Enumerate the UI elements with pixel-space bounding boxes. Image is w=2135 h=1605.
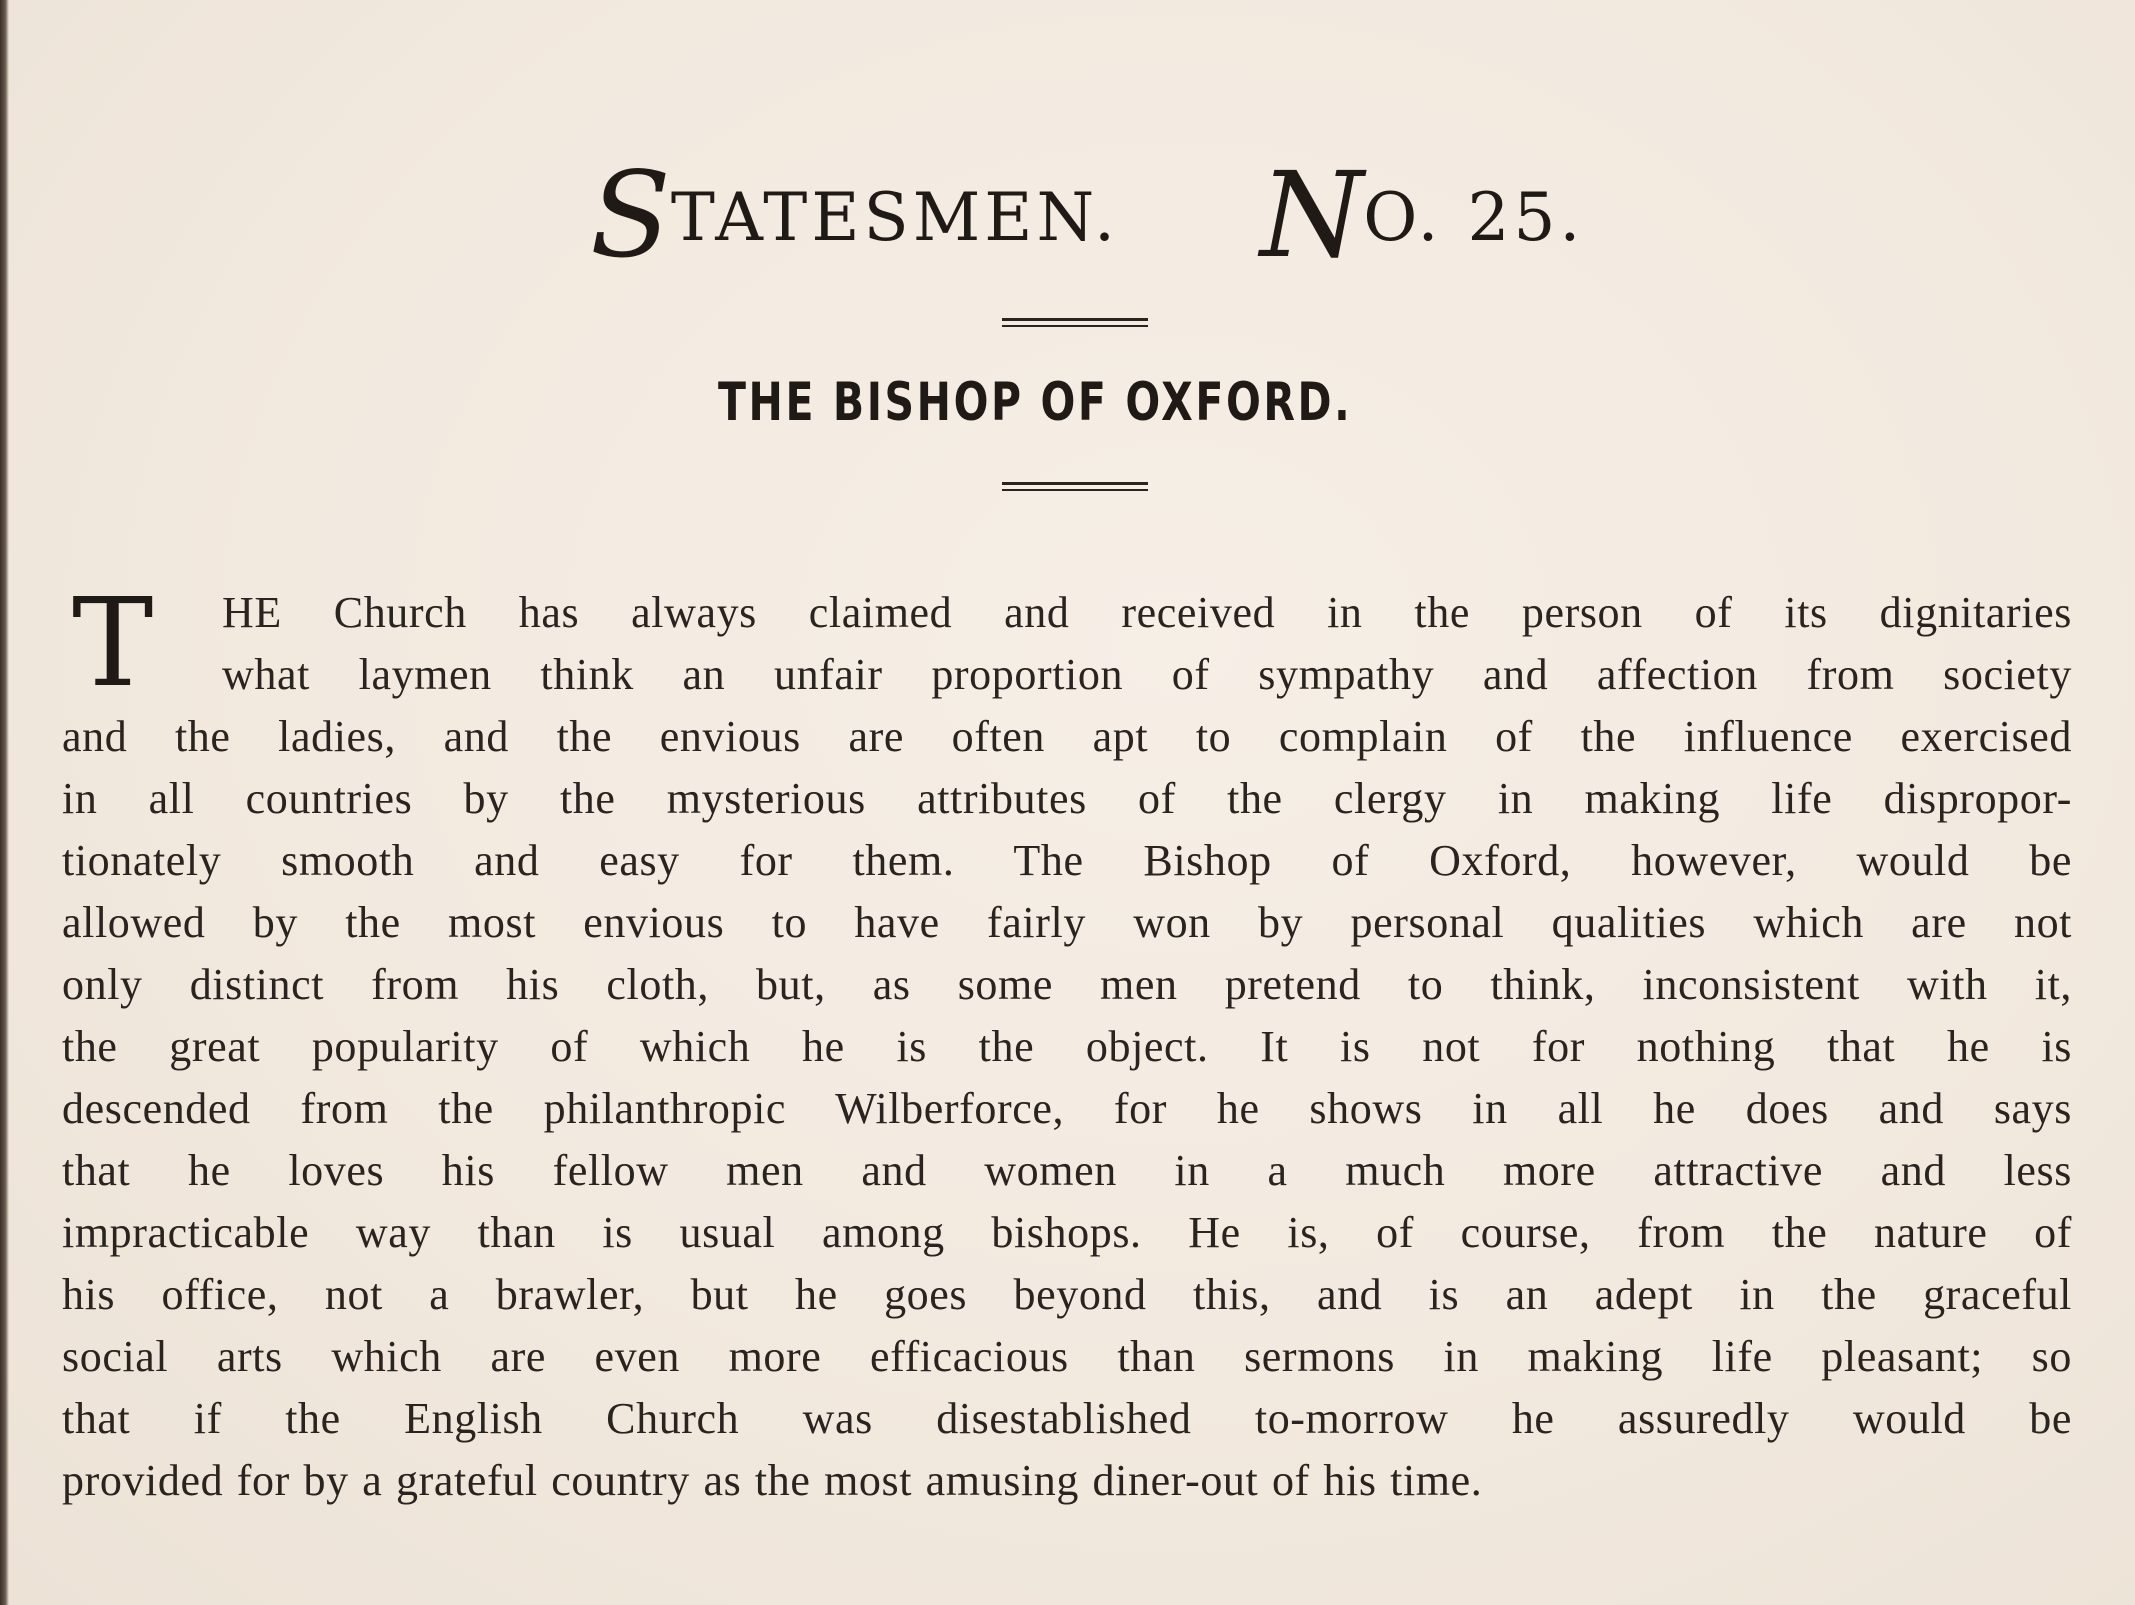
body-line: what laymen think an unfair proportion of sympathy and affection from society bbox=[222, 650, 2072, 699]
double-rule-top bbox=[1002, 318, 1148, 327]
body-line: the great popularity of which he is the object. It is not for nothing that he is bbox=[62, 1022, 2072, 1071]
drop-cap: T bbox=[72, 572, 154, 714]
body-line: his office, not a brawler, but he goes beyond this, and is an adept in the graceful bbox=[62, 1270, 2072, 1319]
body-line-last: provided for by a grateful country as the most amusing diner-out of his time. bbox=[62, 1456, 1483, 1505]
double-rule-bottom bbox=[1002, 482, 1148, 491]
body-line: that he loves his fellow men and women in a much more attractive and less bbox=[62, 1146, 2072, 1195]
body-line: in all countries by the mysterious attributes of the clergy in making life dispropor- bbox=[62, 774, 2072, 823]
body-line: impracticable way than is usual among bishops. He is, of course, from the nature of bbox=[62, 1208, 2072, 1257]
body-line: descended from the philanthropic Wilberforce, for he shows in all he does and says bbox=[62, 1084, 2072, 1133]
header-title bbox=[590, 120, 1590, 284]
body-line: HE Church has always claimed and received in the person of its dignitaries bbox=[222, 588, 2072, 637]
series-title-initial: S bbox=[590, 146, 671, 284]
series-title bbox=[590, 130, 1119, 284]
body-line: only distinct from his cloth, but, as some men pretend to think, inconsistent with it, bbox=[62, 960, 2072, 1009]
issue-number bbox=[1260, 130, 1585, 284]
binding-edge bbox=[0, 0, 9, 1605]
body-line: and the ladies, and the envious are often apt to complain of the influence exercised bbox=[62, 712, 2072, 761]
article-subtitle: THE BISHOP OF OXFORD. bbox=[718, 372, 1353, 433]
issue-number-initial: N bbox=[1260, 146, 1364, 284]
body-line: social arts which are even more efficacious than sermons in making life pleasant; so bbox=[62, 1332, 2072, 1381]
series-title-rest: TATESMEN. bbox=[670, 179, 1119, 256]
body-line: that if the English Church was disestablished to-morrow he assuredly would be bbox=[62, 1394, 2072, 1443]
body-line: tionately smooth and easy for them. The Bishop of Oxford, however, would be bbox=[62, 836, 2072, 885]
body-line: allowed by the most envious to have fairly won by personal qualities which are not bbox=[62, 898, 2072, 947]
issue-number-rest: O. 25. bbox=[1363, 179, 1585, 256]
